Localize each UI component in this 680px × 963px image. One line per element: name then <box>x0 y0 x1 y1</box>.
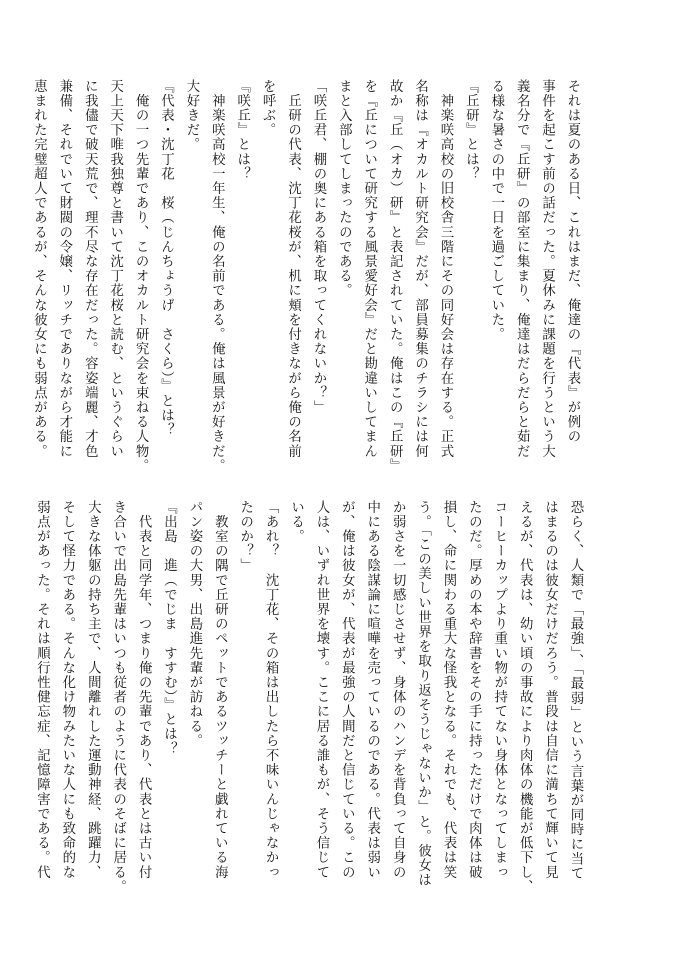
text-line: う。「この美しい世界を取り返そうじゃないか」と。彼女は <box>415 500 431 888</box>
text-line: 『出島 進（でじま すすむ）』とは？ <box>161 500 177 757</box>
text-line: 中にある陰謀論に喧嘩を売っているのである。代表は弱い <box>364 500 380 880</box>
text-line: 代表と同学年、つまり俺の先輩であり、代表とは古い付 <box>136 500 152 880</box>
text-line: そして怪力である。そんな化け物みたいな人にも致命的な <box>59 500 75 880</box>
text-line: 『代表・沈丁花 桜（じんちょうげ さくら）』とは？ <box>158 79 174 438</box>
text-line: それは夏のある日、これはまだ、俺達の『代表』が例の <box>565 79 580 444</box>
text-line: 神楽咲高校一年生、俺の名前である。俺は風景が好きだ。 <box>209 79 225 474</box>
text-line: 事件を起こす前の話だった。夏休みに課題を行うという大 <box>539 79 555 459</box>
text-line: 神楽咲高校の旧校舎三階にその同好会は存在する。正式 <box>437 79 453 459</box>
text-line: はまるのは彼女だけだろう。普段は自信に満ちて輝いて見 <box>542 500 558 880</box>
text-line: 「咲丘君、棚の奥にある箱を取ってくれないか？」 <box>310 79 326 415</box>
text-line: 損し、命に関わる重大な怪我となる。それでも、代表は笑 <box>440 500 456 880</box>
text-line: パン姿の大男、出島進先輩が訪ねる。 <box>186 500 202 749</box>
text-line: 『丘研』とは？ <box>463 79 479 182</box>
text-block-lower <box>34 500 588 920</box>
text-line: る様な暑さの中で一日を過ごしていた。 <box>488 79 504 342</box>
text-line: 俺の一つ先輩であり、このオカルト研究会を束ねる人物。 <box>133 79 149 474</box>
text-block-upper <box>31 79 585 474</box>
text-line: 義名分で『丘研』の部室に集まり、俺達はだらだらと茹だ <box>514 79 530 459</box>
text-line: を『丘について研究する風景愛好会』だと勘違いしてまん <box>361 79 377 459</box>
text-line: いる。 <box>288 500 304 544</box>
text-line: 『咲丘』とは？ <box>234 79 250 182</box>
text-line: 大好きだ。 <box>183 79 199 152</box>
text-line: に我儘で破天荒で、理不尽な存在だった。容姿端麗、才色 <box>82 79 98 459</box>
text-line: 教室の隅で丘研のペットであるツッチーと戯れている海 <box>212 500 228 880</box>
text-line: まと入部してしまったのである。 <box>336 79 352 298</box>
text-line: 兼備、それでいて財閥の令嬢、リッチでありながら才能に <box>56 79 72 459</box>
text-line: 丘研の代表、沈丁花桜が、机に頬を付きながら俺の名前 <box>285 79 301 459</box>
text-line: き合いで出島先輩はいつも従者のように代表のそばに居る。 <box>110 500 126 895</box>
text-line: を呼ぶ。 <box>260 79 276 138</box>
text-line: 「あれ？ 沈丁花、その箱は出したら不味いんじゃなかっ <box>263 500 279 880</box>
text-line: が、俺は彼女が、代表が最強の人間だと信じている。この <box>339 500 355 880</box>
text-line: たのだ。厚めの本や辞書をその手に持っただけで肉体は破 <box>466 500 482 880</box>
text-line: 故か『丘（オカ）研』と表記されていた。俺はこの『丘研』 <box>387 79 403 474</box>
text-line: 名称は『オカルト研究会』だが、部員募集のチラシには何 <box>412 79 428 459</box>
text-line: コーヒーカップより重い物が持てない身体となってしまっ <box>491 500 507 880</box>
text-line: 大きな体躯の持ち主で、人間離れした運動神経、跳躍力、 <box>85 500 101 880</box>
text-line: 天上天下唯我独尊と書いて沈丁花桜と読む、というぐらい <box>107 79 123 459</box>
text-line: 恵まれた完璧超人であるが、そんな彼女にも弱点がある。 <box>31 79 47 459</box>
text-line: 恐らく、人類で「最強」、「最弱」という言葉が同時に当て <box>568 500 583 881</box>
text-line: か弱さを一切感じさせず、身体のハンデを背負って自身の <box>390 500 406 880</box>
text-line: たのか？」 <box>237 500 253 573</box>
text-line: えるが、代表は、幼い頃の事故により肉体の機能が低下し、 <box>517 500 533 895</box>
text-line: 弱点があった。それは順行性健忘症、記憶障害である。代 <box>34 500 50 880</box>
text-line: 人は、いずれ世界を壊す。ここに居る誰もが、そう信じて <box>313 500 329 880</box>
